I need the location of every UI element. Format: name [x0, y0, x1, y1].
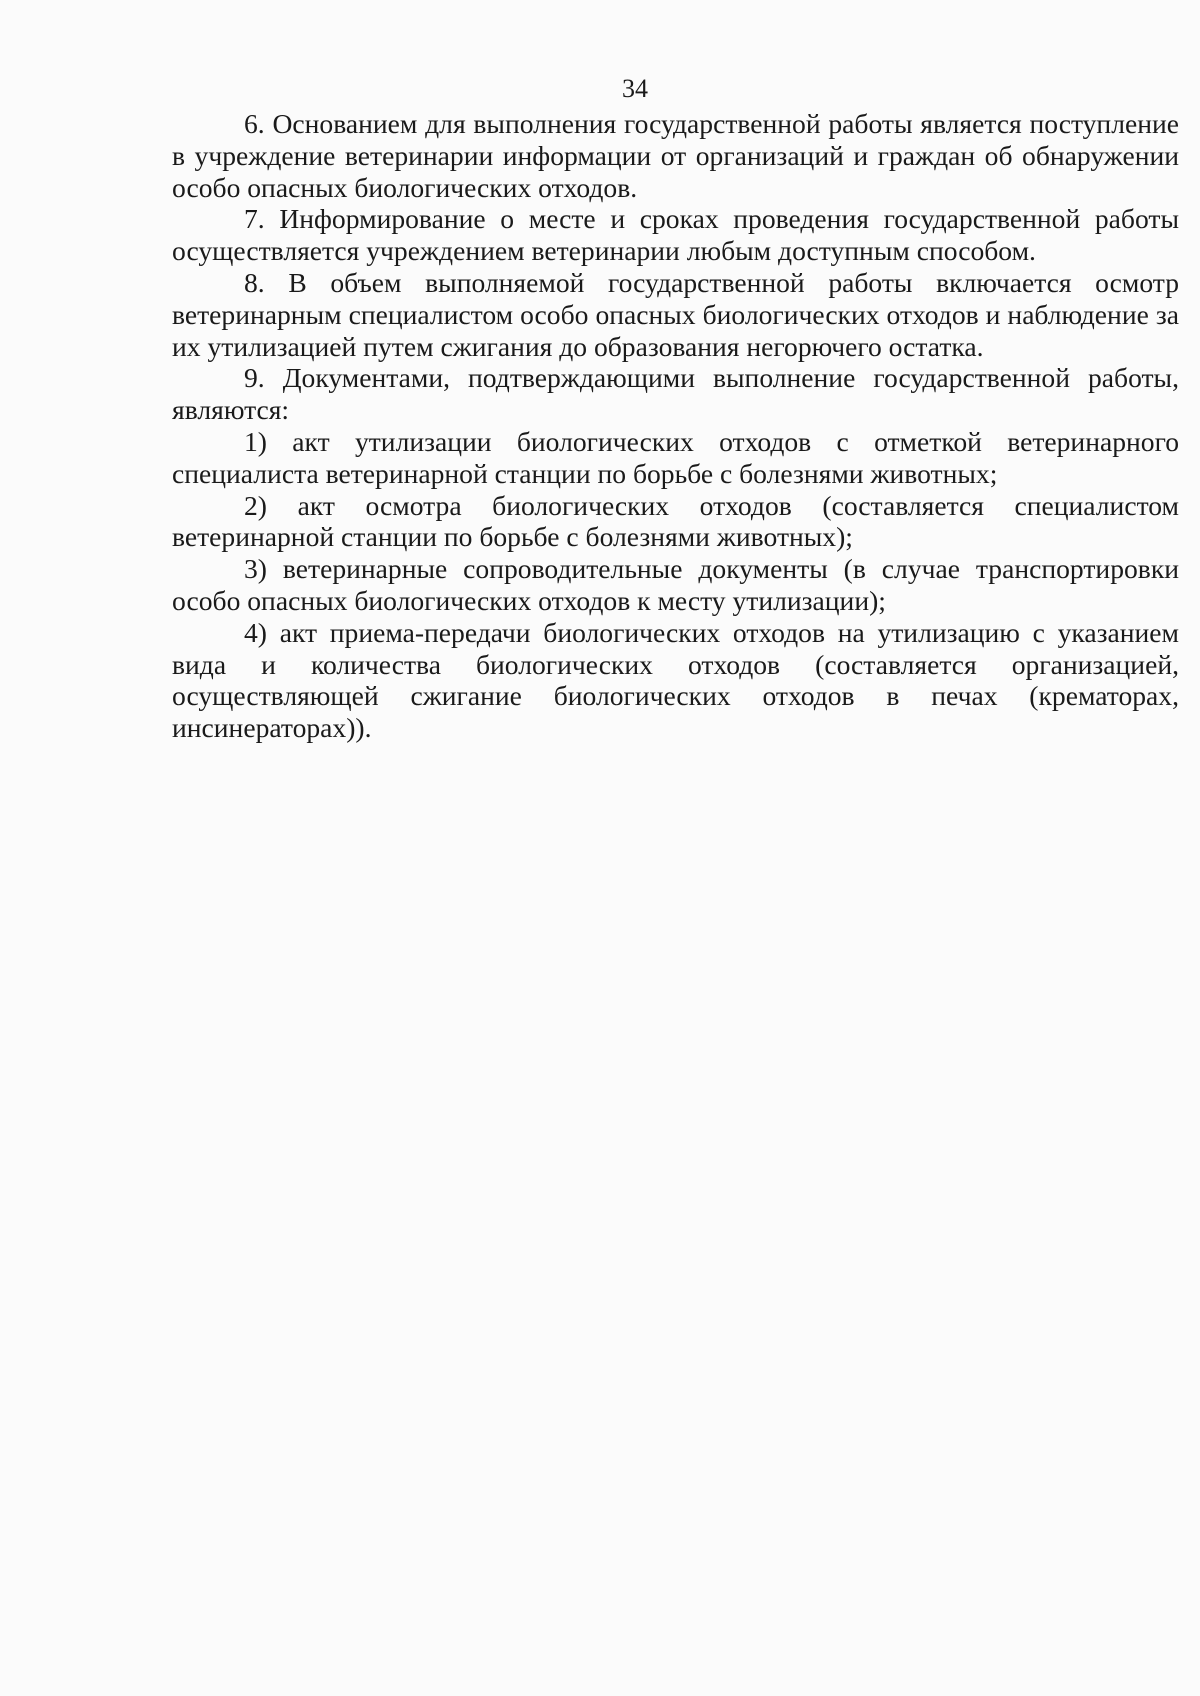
paragraph-item-9: 9. Документами, подтверждающими выполнение государственной работы, являются:: [172, 362, 1179, 426]
page-number: 34: [622, 74, 648, 103]
list-item-3: 3) ветеринарные сопроводительные документы (в случае транспортировки особо опасных биологических отходов к месту утилизации);: [172, 553, 1179, 616]
paragraph-item-8: 8. В объем выполняемой государственной работы включается осмотр ветеринарным специалистом особо опасных биологических отходов и наблюдение за их утилизацией путем сжигания до образования негорючего остатка.: [172, 266, 1179, 362]
paragraph-item-6: 6. Основанием для выполнения государственной работы является поступление в учреждение ветеринарии информации от организаций и граждан об обнаружении особо опасных биологических отходов.: [172, 108, 1179, 203]
document-body: [172, 108, 1179, 744]
list-item-2: 2) акт осмотра биологических отходов (составляется специалистом ветеринарной станции по борьбе с болезнями животных);: [172, 489, 1179, 553]
list-item-4: 4) акт приема-передачи биологических отходов на утилизацию с указанием вида и количества биологических отходов (составляется организацией, осуществляющей сжигание биологических отходов в печах (крематорах, инсинераторах)).: [172, 616, 1179, 744]
paragraph-item-7: 7. Информирование о месте и сроках проведения государственной работы осуществляется учреждением ветеринарии любым доступным способом.: [172, 203, 1179, 267]
list-item-1: 1) акт утилизации биологических отходов с отметкой ветеринарного специалиста ветеринарной станции по борьбе с болезнями животных;: [172, 425, 1179, 489]
